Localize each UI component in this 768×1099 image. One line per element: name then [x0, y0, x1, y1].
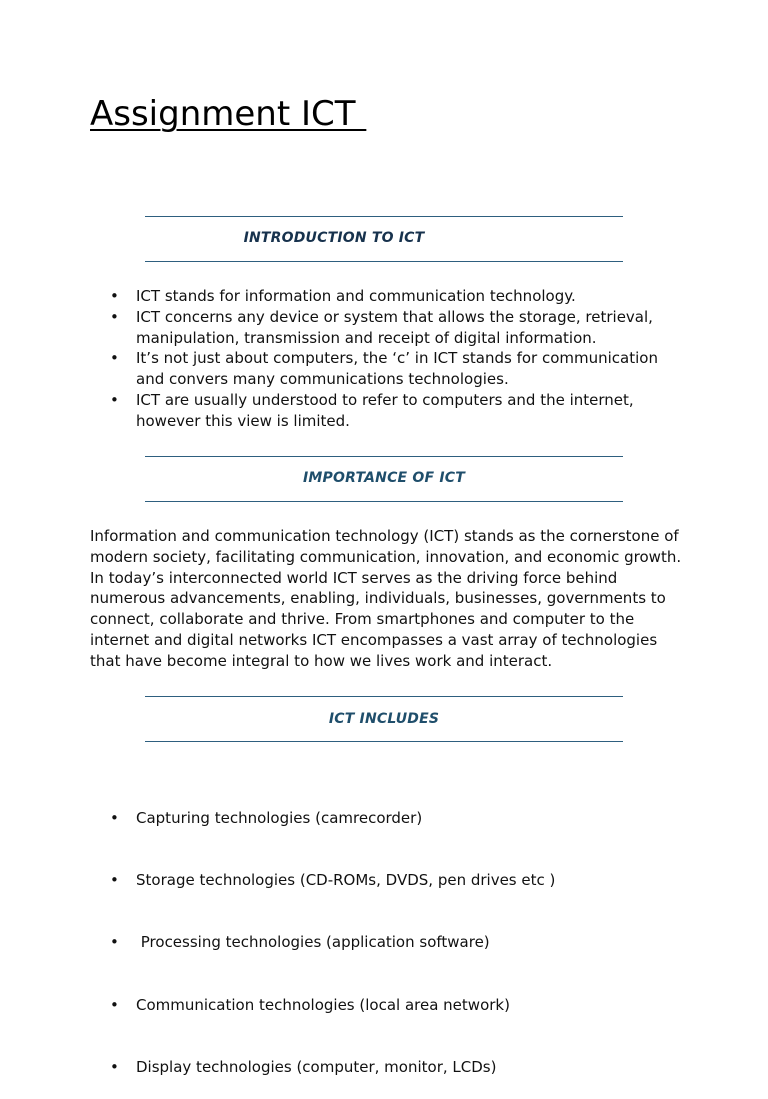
section-rule-top [145, 216, 623, 217]
list-item: • ICT stands for information and communication technology. [90, 286, 680, 307]
section-rule-bottom [145, 741, 623, 742]
introduction-list [90, 286, 680, 432]
list-item: • ICT are usually understood to refer to computers and the internet, however this view is limited. [90, 390, 680, 432]
list-item: • Processing technologies (application software) [90, 932, 680, 953]
section-rule-bottom [145, 261, 623, 262]
section-heading-importance: IMPORTANCE OF ICT [303, 470, 465, 486]
list-item: • ICT concerns any device or system that allows the storage, retrieval, manipulation, transmission and receipt of digital information. [90, 307, 680, 349]
section-rule-bottom [145, 501, 623, 502]
ict-includes-list [90, 766, 680, 1099]
importance-paragraph: Information and communication technology (ICT) stands as the cornerstone of modern society, facilitating communication, innovation, and economic growth. In today’s interconnected world ICT serves as the driving force behind numerous advancements, enabling, individuals, businesses, governments to connect, collaborate and thrive. From smartphones and computer to the internet and digital networks ICT encompasses a vast array of technologies that have become integral to how we lives work and interact. [90, 527, 682, 670]
section-rule-top [145, 696, 623, 697]
section-heading-ict-includes: ICT INCLUDES [328, 711, 440, 727]
list-item: • Communication technologies (local area network) [90, 995, 680, 1016]
list-item: • Storage technologies (CD-ROMs, DVDS, pen drives etc ) [90, 870, 680, 891]
list-item: • Capturing technologies (camrecorder) [90, 808, 680, 829]
section-rule-top [145, 456, 623, 457]
list-item: • Display technologies (computer, monitor, LCDs) [90, 1057, 680, 1078]
list-item: • It’s not just about computers, the ‘c’ in ICT stands for communication and convers many communications technologies. [90, 348, 680, 390]
section-heading-introduction: INTRODUCTION TO ICT [243, 230, 425, 246]
document-title: Assignment ICT [90, 94, 367, 134]
